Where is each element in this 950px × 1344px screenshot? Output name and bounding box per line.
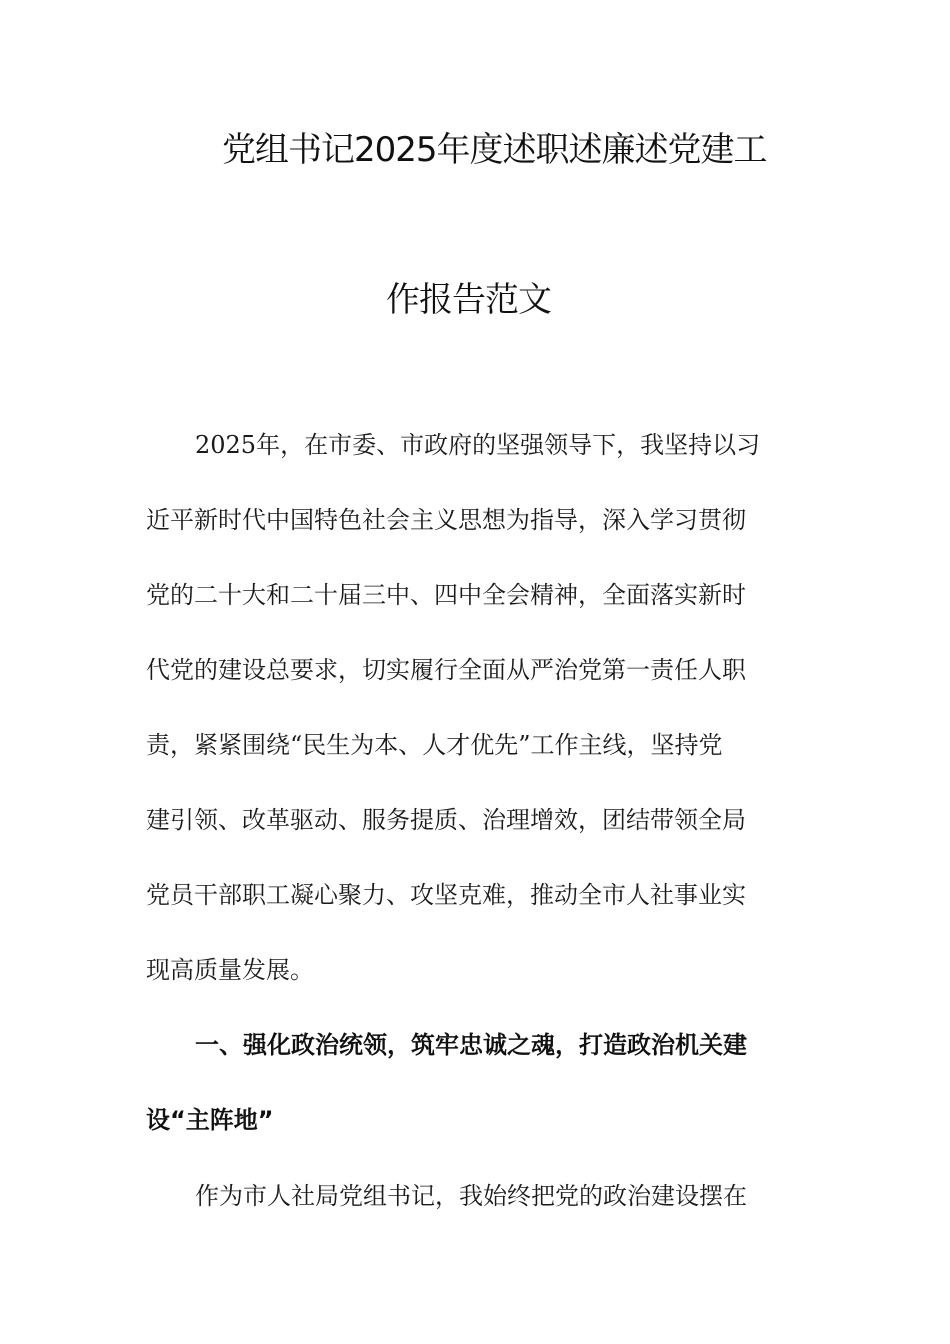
paragraph-line: 现高质量发展。 <box>146 956 314 984</box>
paragraph-line: 党员干部职工凝心聚力、攻坚克难，推动全市人社事业实 <box>146 881 746 909</box>
paragraph-line: 作为市人社局党组书记，我始终把党的政治建设摆在 <box>195 1182 747 1210</box>
document-title-line-2: 作报告范文 <box>386 280 551 320</box>
paragraph-line: 代党的建设总要求，切实履行全面从严治党第一责任人职 <box>146 656 746 684</box>
paragraph-line: 建引领、改革驱动、服务提质、治理增效，团结带领全局 <box>146 806 746 834</box>
section-heading-line: 设“主阵地” <box>146 1106 274 1134</box>
document-title-line-1: 党组书记2025年度述职述廉述党建工 <box>222 130 767 170</box>
section-heading-line: 一、强化政治统领，筑牢忠诚之魂，打造政治机关建 <box>195 1031 747 1059</box>
paragraph-line: 责，紧紧围绕“民生为本、人才优先”工作主线，坚持党 <box>146 731 723 759</box>
paragraph-line: 党的二十大和二十届三中、四中全会精神，全面落实新时 <box>146 581 746 609</box>
paragraph-line: 近平新时代中国特色社会主义思想为指导，深入学习贯彻 <box>146 506 746 534</box>
paragraph-line: 2025年，在市委、市政府的坚强领导下，我坚持以习 <box>195 431 761 459</box>
